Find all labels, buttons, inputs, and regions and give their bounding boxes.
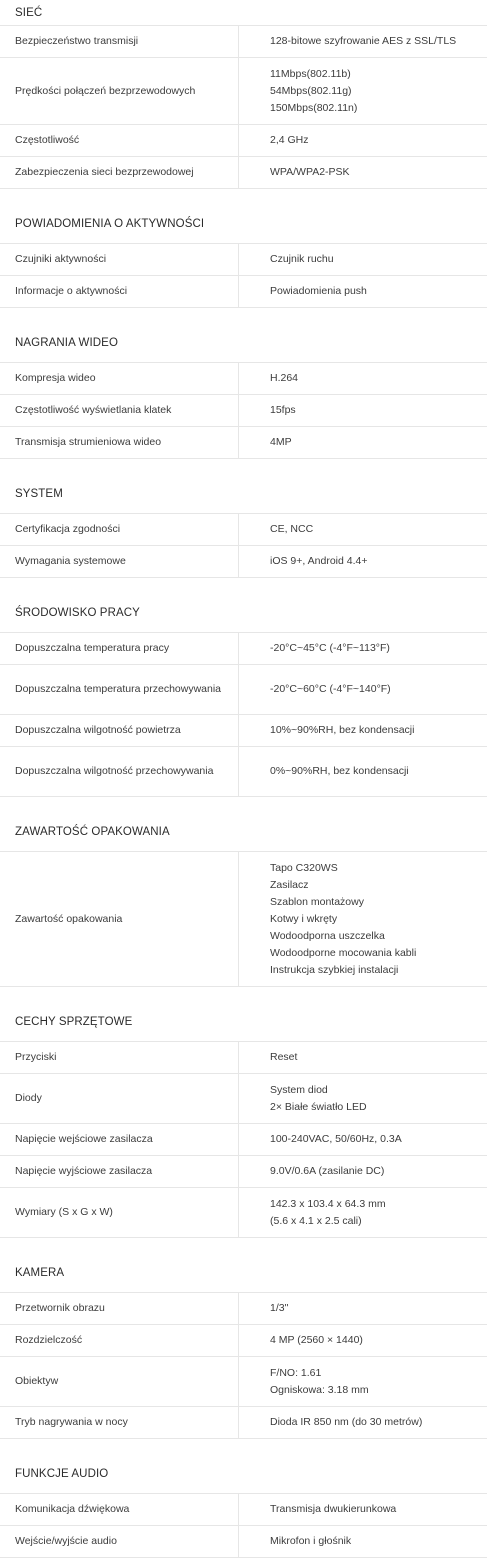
spec-value-line: Dioda IR 850 nm (do 30 metrów)	[270, 1416, 423, 1428]
spec-label: Dopuszczalna temperatura pracy	[0, 633, 239, 664]
spec-section	[0, 0, 487, 189]
spec-label: Dopuszczalna temperatura przechowywania	[0, 665, 239, 714]
spec-value-line: iOS 9+, Android 4.4+	[270, 555, 368, 567]
spec-label: Dopuszczalna wilgotność powietrza	[0, 715, 239, 746]
spec-label: Obiektyw	[0, 1357, 239, 1406]
spec-value-line: CE, NCC	[270, 523, 314, 535]
spec-row	[0, 747, 487, 797]
spec-row	[0, 363, 487, 395]
spec-row	[0, 1325, 487, 1357]
spec-row	[0, 1357, 487, 1407]
spec-value	[239, 747, 487, 796]
spec-label: Czujniki aktywności	[0, 244, 239, 275]
spec-label: Wejście/wyjście audio	[0, 1526, 239, 1557]
spec-row	[0, 244, 487, 276]
spec-value-line: 2,4 GHz	[270, 134, 309, 146]
section-gap	[0, 459, 487, 475]
spec-value	[239, 26, 487, 57]
section-gap	[0, 308, 487, 324]
spec-value-line: Mikrofon i głośnik	[270, 1535, 352, 1547]
spec-label: Informacje o aktywności	[0, 276, 239, 307]
spec-label: Napięcie wejściowe zasilacza	[0, 1124, 239, 1155]
spec-value-lines	[270, 521, 313, 538]
spec-value-line: 9.0V/0.6A (zasilanie DC)	[270, 1165, 385, 1177]
spec-value	[239, 1042, 487, 1073]
spec-label: Wymagania systemowe	[0, 546, 239, 577]
spec-value-line: Wodoodporne mocowania kabli	[270, 946, 417, 959]
spec-value	[239, 1188, 487, 1237]
spec-label: Certyfikacja zgodności	[0, 514, 239, 545]
spec-value-line: 54Mbps(802.11g)	[270, 84, 352, 97]
spec-value-line: Powiadomienia push	[270, 285, 367, 297]
spec-value-line: 128-bitowe szyfrowanie AES z SSL/TLS	[270, 35, 457, 47]
spec-label: Diody	[0, 1074, 239, 1123]
spec-value-lines	[270, 1049, 297, 1066]
spec-value-line: H.264	[270, 372, 299, 384]
spec-value-line: Czujnik ruchu	[270, 253, 334, 265]
spec-row	[0, 546, 487, 578]
spec-value-line: 11Mbps(802.11b)	[270, 67, 351, 80]
section-title: NAGRANIA WIDEO	[0, 324, 487, 363]
spec-value-lines	[270, 1501, 396, 1518]
spec-row	[0, 1156, 487, 1188]
spec-value-line: 1/3"	[270, 1302, 289, 1314]
spec-value-line: 142.3 x 103.4 x 64.3 mm	[270, 1197, 386, 1210]
spec-value-line: 4 MP (2560 × 1440)	[270, 1334, 363, 1346]
section-title: KAMERA	[0, 1254, 487, 1293]
spec-value-lines	[270, 722, 414, 739]
spec-value-line: Wodoodporna uszczelka	[270, 929, 385, 942]
spec-row	[0, 633, 487, 665]
spec-value-lines	[270, 1332, 363, 1349]
spec-value-lines	[270, 283, 367, 300]
spec-value-lines	[270, 402, 296, 419]
spec-value	[239, 1074, 487, 1123]
spec-value	[239, 427, 487, 458]
spec-label: Rozdzielczość	[0, 1325, 239, 1356]
spec-value-lines	[270, 434, 292, 451]
spec-value-line: Instrukcja szybkiej instalacji	[270, 963, 399, 976]
spec-section	[0, 1254, 487, 1439]
spec-row	[0, 665, 487, 715]
spec-value-line: (5.6 x 4.1 x 2.5 cali)	[270, 1214, 362, 1227]
spec-label: Dopuszczalna wilgotność przechowywania	[0, 747, 239, 796]
spec-value-lines	[270, 763, 409, 780]
spec-value	[239, 1357, 487, 1406]
section-title: SYSTEM	[0, 475, 487, 514]
section-title: SIEĆ	[0, 0, 487, 26]
spec-row	[0, 852, 487, 987]
spec-label: Zabezpieczenia sieci bezprzewodowej	[0, 157, 239, 188]
spec-row	[0, 514, 487, 546]
spec-value-line: -20°C~60°C (-4°F~140°F)	[270, 683, 391, 695]
spec-value	[239, 363, 487, 394]
spec-value	[239, 395, 487, 426]
spec-label: Kompresja wideo	[0, 363, 239, 394]
spec-label: Tryb nagrywania w nocy	[0, 1407, 239, 1438]
spec-value-line: Szablon montażowy	[270, 895, 364, 908]
spec-value-lines	[270, 1300, 288, 1317]
spec-value	[239, 1156, 487, 1187]
spec-label: Przetwornik obrazu	[0, 1293, 239, 1324]
spec-section	[0, 594, 487, 797]
spec-value	[239, 633, 487, 664]
spec-value-lines	[270, 681, 391, 698]
spec-value-line: Ogniskowa: 3.18 mm	[270, 1383, 369, 1396]
spec-value-line: 150Mbps(802.11n)	[270, 101, 358, 114]
spec-value-lines	[270, 132, 309, 149]
spec-value-lines	[270, 640, 390, 657]
spec-value	[239, 546, 487, 577]
spec-value-lines	[270, 370, 298, 387]
spec-value-lines	[270, 1414, 422, 1431]
spec-label: Częstotliwość wyświetlania klatek	[0, 395, 239, 426]
spec-row	[0, 1526, 487, 1558]
spec-value-line: 100-240VAC, 50/60Hz, 0.3A	[270, 1133, 402, 1145]
section-gap	[0, 1238, 487, 1254]
spec-row	[0, 1494, 487, 1526]
spec-value-line: Kotwy i wkręty	[270, 912, 338, 925]
spec-label: Przyciski	[0, 1042, 239, 1073]
spec-value	[239, 1293, 487, 1324]
spec-label: Napięcie wyjściowe zasilacza	[0, 1156, 239, 1187]
section-title: POWIADOMIENIA O AKTYWNOŚCI	[0, 205, 487, 244]
section-title: ŚRODOWISKO PRACY	[0, 594, 487, 633]
spec-value-lines	[270, 860, 416, 979]
spec-value-line: 0%~90%RH, bez kondensacji	[270, 765, 409, 777]
spec-value-lines	[270, 164, 350, 181]
section-gap	[0, 189, 487, 205]
spec-value-line: Zasilacz	[270, 878, 309, 891]
spec-section	[0, 324, 487, 459]
spec-value-line: WPA/WPA2-PSK	[270, 166, 350, 178]
spec-value	[239, 157, 487, 188]
spec-value	[239, 514, 487, 545]
spec-label: Komunikacja dźwiękowa	[0, 1494, 239, 1525]
spec-section	[0, 813, 487, 987]
spec-value-lines	[270, 1365, 369, 1399]
spec-section	[0, 475, 487, 578]
spec-value-line: 15fps	[270, 404, 296, 416]
spec-value	[239, 715, 487, 746]
spec-section	[0, 1455, 487, 1558]
spec-value	[239, 276, 487, 307]
section-title: ZAWARTOŚĆ OPAKOWANIA	[0, 813, 487, 852]
spec-row	[0, 125, 487, 157]
spec-value-line: Tapo C320WS	[270, 861, 338, 874]
spec-row	[0, 1074, 487, 1124]
spec-label: Częstotliwość	[0, 125, 239, 156]
spec-value	[239, 58, 487, 124]
spec-row	[0, 1188, 487, 1238]
spec-value-lines	[270, 1131, 402, 1148]
section-gap	[0, 1439, 487, 1455]
spec-value	[239, 1407, 487, 1438]
spec-value	[239, 244, 487, 275]
spec-row	[0, 715, 487, 747]
spec-row	[0, 1124, 487, 1156]
spec-label: Transmisja strumieniowa wideo	[0, 427, 239, 458]
spec-row	[0, 427, 487, 459]
spec-row	[0, 276, 487, 308]
spec-row	[0, 26, 487, 58]
spec-value-line: -20°C~45°C (-4°F~113°F)	[270, 642, 390, 654]
spec-row	[0, 157, 487, 189]
spec-row	[0, 58, 487, 125]
spec-value-line: System diod	[270, 1083, 328, 1096]
spec-label: Bezpieczeństwo transmisji	[0, 26, 239, 57]
section-gap	[0, 578, 487, 594]
spec-value-line: 10%~90%RH, bez kondensacji	[270, 724, 415, 736]
spec-label: Prędkości połączeń bezprzewodowych	[0, 58, 239, 124]
spec-value-lines	[270, 1163, 384, 1180]
spec-row	[0, 1042, 487, 1074]
spec-value-lines	[270, 66, 357, 117]
spec-label: Zawartość opakowania	[0, 852, 239, 986]
spec-section	[0, 1003, 487, 1238]
spec-value-lines	[270, 1533, 351, 1550]
spec-value-lines	[270, 553, 367, 570]
spec-value-line: Transmisja dwukierunkowa	[270, 1503, 397, 1515]
spec-value-lines	[270, 1082, 367, 1116]
spec-value-line: 2× Białe światło LED	[270, 1100, 367, 1113]
spec-value-line: F/NO: 1.61	[270, 1366, 322, 1379]
spec-row	[0, 395, 487, 427]
spec-row	[0, 1293, 487, 1325]
spec-row	[0, 1407, 487, 1439]
spec-value-line: 4MP	[270, 436, 292, 448]
spec-value	[239, 665, 487, 714]
spec-value	[239, 1124, 487, 1155]
spec-value	[239, 852, 487, 986]
section-title: FUNKCJE AUDIO	[0, 1455, 487, 1494]
spec-label: Wymiary (S x G x W)	[0, 1188, 239, 1237]
section-title: CECHY SPRZĘTOWE	[0, 1003, 487, 1042]
spec-value-line: Reset	[270, 1051, 298, 1063]
section-gap	[0, 987, 487, 1003]
spec-value	[239, 1494, 487, 1525]
section-gap	[0, 797, 487, 813]
spec-value	[239, 125, 487, 156]
spec-section	[0, 205, 487, 308]
spec-value-lines	[270, 251, 334, 268]
spec-value-lines	[270, 33, 456, 50]
spec-value	[239, 1325, 487, 1356]
spec-value-lines	[270, 1196, 386, 1230]
spec-value	[239, 1526, 487, 1557]
